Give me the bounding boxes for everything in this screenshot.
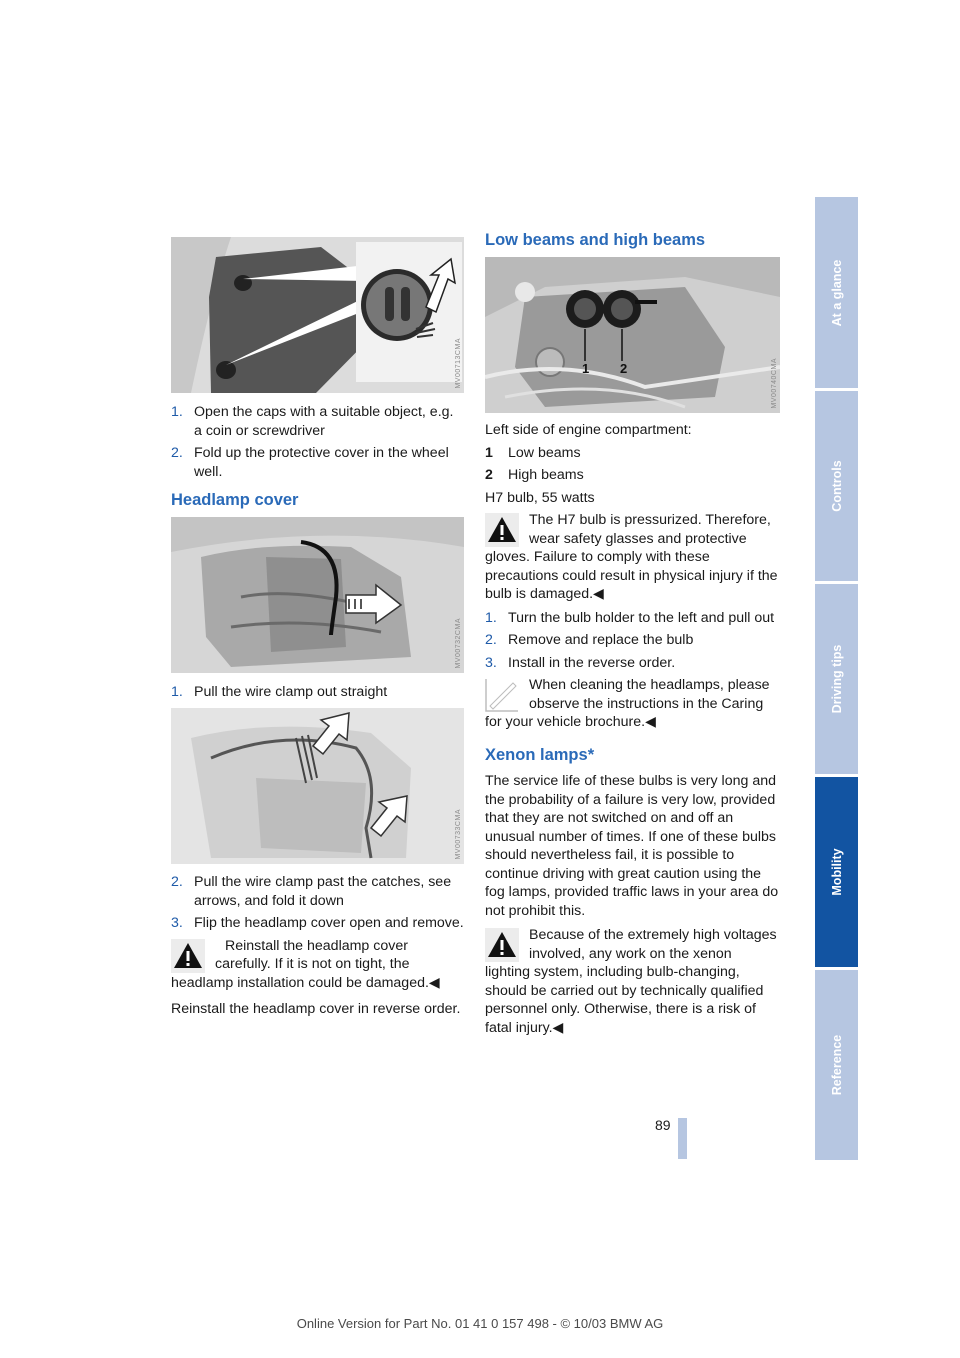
left-step-b	[171, 683, 464, 706]
xenon-text: The service life of these bulbs is very long and the probability of a failure is very low, provided that they are not switched on and off an unusual number of times. If one of these bulbs should nevertheless fail, it is possible to continue driving with great caution using the fog lamps, provided traffic laws in your area do not prohibit this.	[485, 773, 779, 919]
legend-text: High beams	[508, 467, 584, 483]
page-bar	[678, 1118, 687, 1159]
callout-2: 2	[620, 361, 628, 376]
legend-number: 2	[485, 467, 493, 483]
xenon-heading: Xenon lamps*	[485, 745, 595, 764]
figure-code: MV00740CMA	[771, 358, 778, 409]
step-number: 2.	[485, 632, 497, 648]
step-number: 2.	[171, 874, 183, 890]
step-item	[171, 873, 464, 910]
warning-icon	[485, 513, 519, 547]
legend-item	[485, 466, 780, 485]
step-number: 1.	[171, 404, 183, 420]
step-number: 3.	[485, 654, 497, 671]
figure-caps	[171, 237, 464, 393]
step-number: 1.	[485, 609, 497, 626]
footer-text: Online Version for Part No. 01 41 0 157 498 - © 10/03 BMW AG	[296, 1316, 664, 1331]
step-text: Open the caps with a suitable object, e.g. a coin or screwdriver	[194, 404, 454, 439]
tab-mobility[interactable]	[815, 777, 858, 967]
note-icon	[485, 678, 519, 712]
warning-block	[485, 511, 780, 604]
step-number: 1.	[171, 684, 183, 700]
tab-reference[interactable]	[815, 970, 858, 1160]
figure-code: MV00733CMA	[455, 809, 462, 860]
step-item	[485, 631, 780, 650]
step-item	[171, 683, 464, 702]
step-item	[485, 609, 780, 628]
tab-label: Reference	[829, 1034, 844, 1096]
bulb-spec: H7 bulb, 55 watts	[485, 489, 595, 506]
headlamp-cover-section	[171, 491, 464, 518]
tab-at-a-glance[interactable]	[815, 197, 858, 388]
step-text: Pull the wire clamp past the catches, see arrows, and fold it down	[194, 874, 452, 909]
step-number: 3.	[171, 915, 183, 931]
step-text: Turn the bulb holder to the left and pull out	[508, 609, 775, 626]
tab-driving-tips[interactable]	[815, 584, 858, 774]
warning-block	[485, 926, 780, 1037]
legend-text: Low beams	[508, 444, 581, 461]
warning-icon	[485, 928, 519, 962]
warning-text: Reinstall the headlamp cover carefully. If it is not on tight, the headlamp installation could be damaged.◀	[171, 937, 440, 991]
low-high-beams-heading: Low beams and high beams	[485, 231, 706, 249]
callout-1: 1	[582, 361, 590, 376]
step-text: Fold up the protective cover in the wheel well.	[194, 445, 449, 480]
tab-label: Mobility	[829, 848, 844, 896]
step-text: Pull the wire clamp out straight	[194, 684, 388, 700]
warning-text: The H7 bulb is pressurized. Therefore, wear safety glasses and protective gloves. Failure to comply with these precautions could result in physical injury if the bulb is damaged.◀	[485, 512, 778, 602]
left-steps-a	[171, 403, 464, 485]
figure-wire-clamp	[171, 517, 464, 673]
warning-icon	[171, 939, 205, 973]
figure-caption: Left side of engine compartment:	[485, 422, 692, 438]
section-tabs	[815, 197, 858, 1160]
tab-label: At a glance	[829, 259, 844, 326]
tab-controls[interactable]	[815, 391, 858, 581]
right-column	[485, 421, 780, 1042]
step-item	[171, 444, 464, 481]
step-text: Remove and replace the bulb	[508, 632, 694, 648]
warning-block	[171, 937, 464, 993]
left-steps-c	[171, 873, 464, 1023]
note-block	[485, 676, 780, 732]
step-item	[171, 403, 464, 440]
legend-item	[485, 444, 780, 463]
figure-code: MV00732CMA	[455, 618, 462, 669]
figure-wire-catches	[171, 708, 464, 864]
headlamp-cover-heading: Headlamp cover	[171, 491, 299, 509]
tab-label: Controls	[829, 460, 844, 512]
step-text: Flip the headlamp cover open and remove.	[194, 915, 464, 931]
step-number: 2.	[171, 445, 183, 461]
warning-text: Because of the extremely high voltages involved, any work on the xenon lighting system, including bulb-changing, should be carried out by technically qualified personnel only. Otherwise, there is a risk of fatal injury.◀	[485, 927, 777, 1036]
step-item	[171, 914, 464, 933]
page-number: 89	[655, 1117, 671, 1133]
final-instruction: Reinstall the headlamp cover in reverse order.	[171, 1001, 461, 1017]
step-text: Install in the reverse order.	[508, 654, 676, 671]
right-heading-block	[485, 231, 780, 258]
figure-beams	[485, 257, 780, 413]
legend-number: 1	[485, 444, 493, 461]
step-item	[485, 654, 780, 673]
tab-label: Driving tips	[829, 644, 844, 714]
figure-code: MV00713CMA	[455, 338, 462, 389]
note-text: When cleaning the headlamps, please observe the instructions in the Caring for your vehicle brochure.◀	[485, 677, 770, 730]
